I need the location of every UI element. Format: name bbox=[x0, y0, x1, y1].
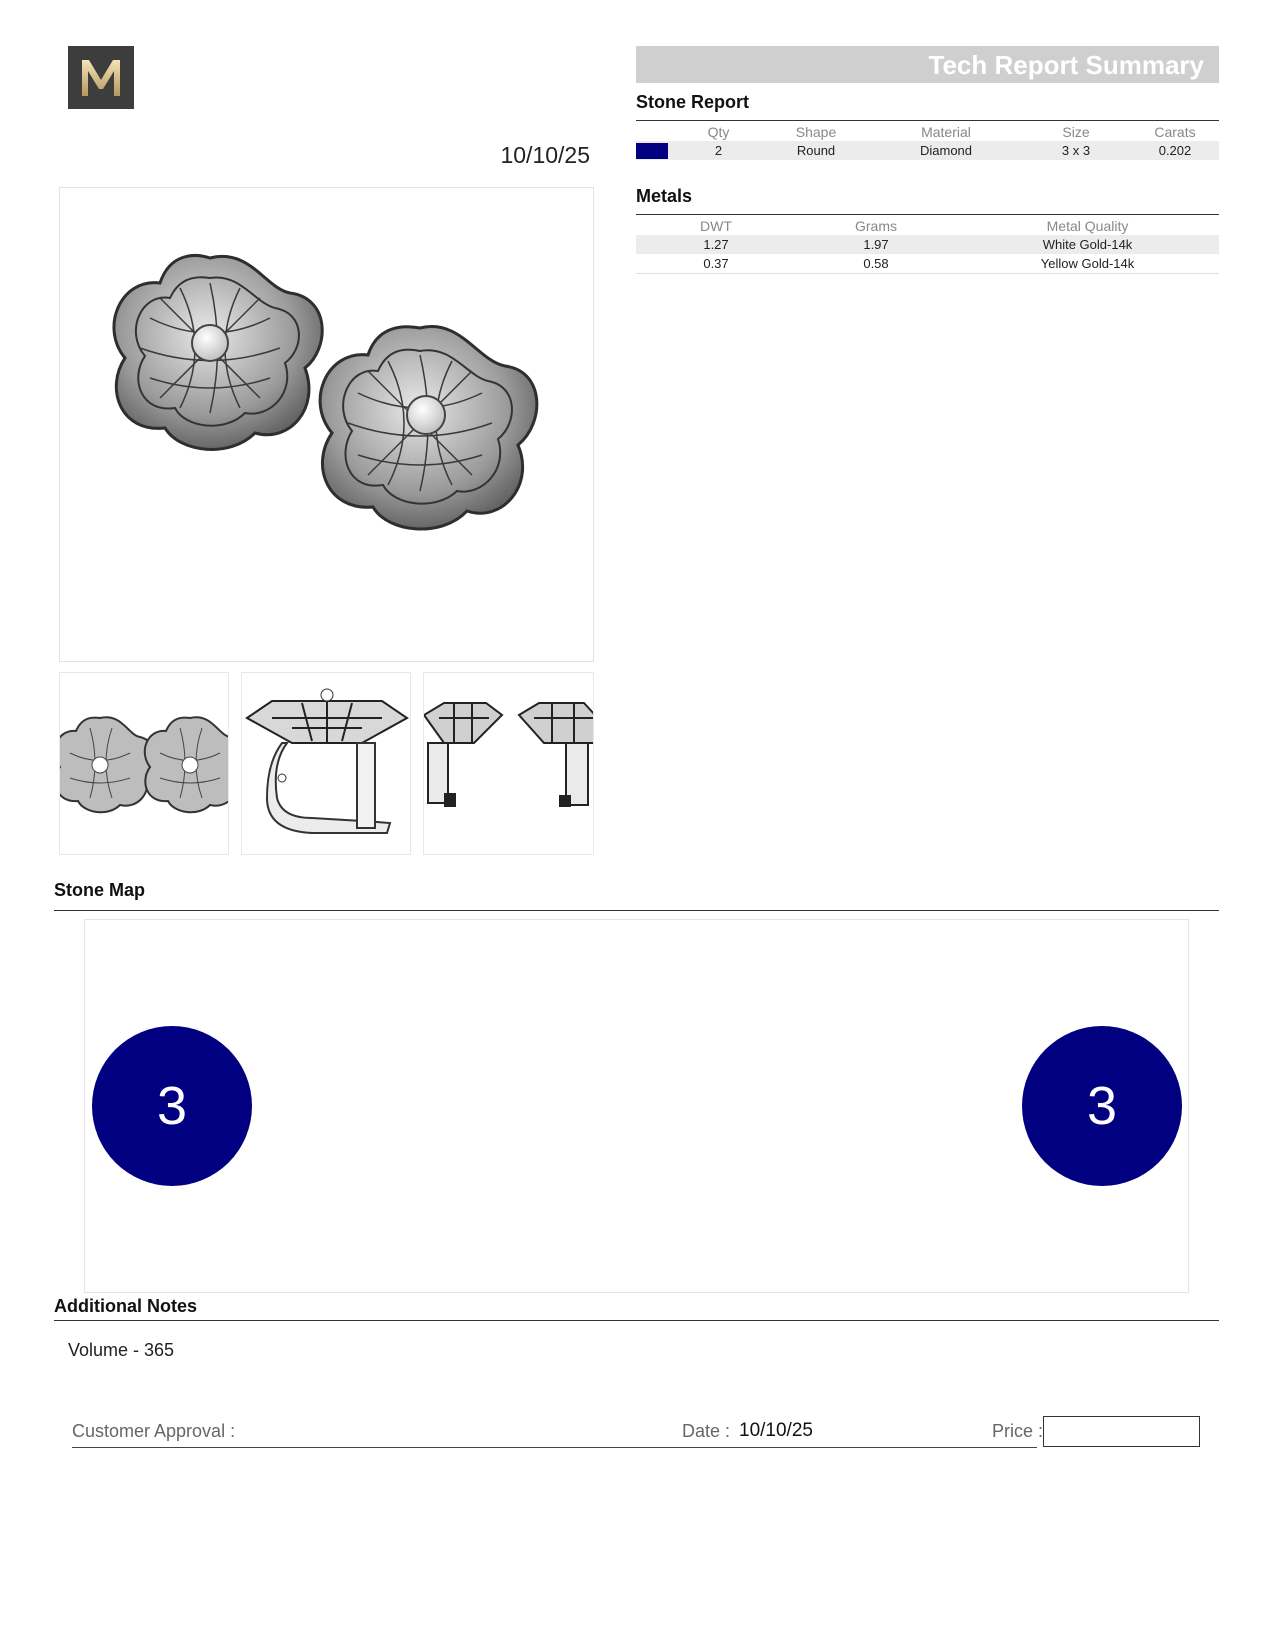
stone-qty: 2 bbox=[676, 141, 761, 160]
stone-report-table bbox=[636, 123, 1219, 160]
earring-render-icon bbox=[60, 188, 595, 663]
metal-dwt: 0.37 bbox=[636, 254, 796, 273]
metal-grams: 0.58 bbox=[796, 254, 956, 273]
col-metal-quality: Metal Quality bbox=[1046, 218, 1129, 234]
col-material: Material bbox=[921, 124, 971, 140]
table-row bbox=[636, 141, 1219, 160]
earring-top-view-icon bbox=[60, 673, 229, 855]
metals-title: Metals bbox=[636, 186, 693, 206]
metal-grams: 1.97 bbox=[796, 235, 956, 254]
thumbnail-side-view[interactable] bbox=[241, 672, 411, 855]
notes-text: Volume - 365 bbox=[68, 1340, 175, 1360]
stone-marker[interactable]: 3 bbox=[1022, 1026, 1182, 1186]
stone-map-title: Stone Map bbox=[54, 880, 146, 900]
notes-rule bbox=[54, 1320, 1219, 1321]
col-carats: Carats bbox=[1154, 124, 1196, 140]
stone-report-header-row bbox=[636, 123, 1219, 141]
price-label: Price : bbox=[992, 1421, 1044, 1441]
logo-m-icon bbox=[68, 46, 134, 109]
stone-report-title: Stone Report bbox=[636, 92, 750, 112]
price-field[interactable] bbox=[1043, 1416, 1200, 1447]
metals-table bbox=[636, 217, 1219, 274]
stone-size: 3 x 3 bbox=[1021, 141, 1131, 160]
approval-date-value: 10/10/25 bbox=[739, 1420, 813, 1441]
col-size: Size bbox=[1062, 124, 1090, 140]
title-bar bbox=[636, 46, 1219, 83]
customer-approval-label: Customer Approval : bbox=[72, 1421, 236, 1441]
signature-line[interactable] bbox=[72, 1447, 1037, 1448]
col-grams: Grams bbox=[855, 218, 897, 234]
table-row bbox=[636, 254, 1219, 273]
metals-rule bbox=[636, 214, 1219, 215]
stone-map-rule bbox=[54, 910, 1219, 911]
metal-quality: Yellow Gold-14k bbox=[956, 254, 1219, 273]
stone-shape: Round bbox=[761, 141, 871, 160]
metal-dwt: 1.27 bbox=[636, 235, 796, 254]
table-row bbox=[636, 235, 1219, 254]
company-logo bbox=[68, 46, 134, 109]
stone-color-swatch bbox=[636, 143, 668, 159]
stone-material: Diamond bbox=[871, 141, 1021, 160]
col-dwt: DWT bbox=[700, 218, 732, 234]
thumbnail-top-view[interactable] bbox=[59, 672, 229, 855]
stone-carats: 0.202 bbox=[1131, 141, 1219, 160]
metal-quality: White Gold-14k bbox=[956, 235, 1219, 254]
earring-front-view-icon bbox=[424, 673, 594, 855]
main-product-image bbox=[59, 187, 594, 662]
col-qty: Qty bbox=[707, 124, 730, 140]
earring-side-view-icon bbox=[242, 673, 411, 855]
approval-date-label: Date : bbox=[682, 1421, 731, 1441]
thumbnail-front-view[interactable] bbox=[423, 672, 594, 855]
col-shape: Shape bbox=[795, 124, 837, 140]
metals-header-row bbox=[636, 217, 1219, 235]
report-title: Tech Report Summary bbox=[928, 50, 1204, 80]
report-date: 10/10/25 bbox=[500, 142, 590, 168]
stone-marker[interactable]: 3 bbox=[92, 1026, 252, 1186]
notes-title: Additional Notes bbox=[54, 1296, 197, 1316]
stone-map-canvas bbox=[84, 919, 1189, 1293]
stone-report-rule bbox=[636, 120, 1219, 121]
